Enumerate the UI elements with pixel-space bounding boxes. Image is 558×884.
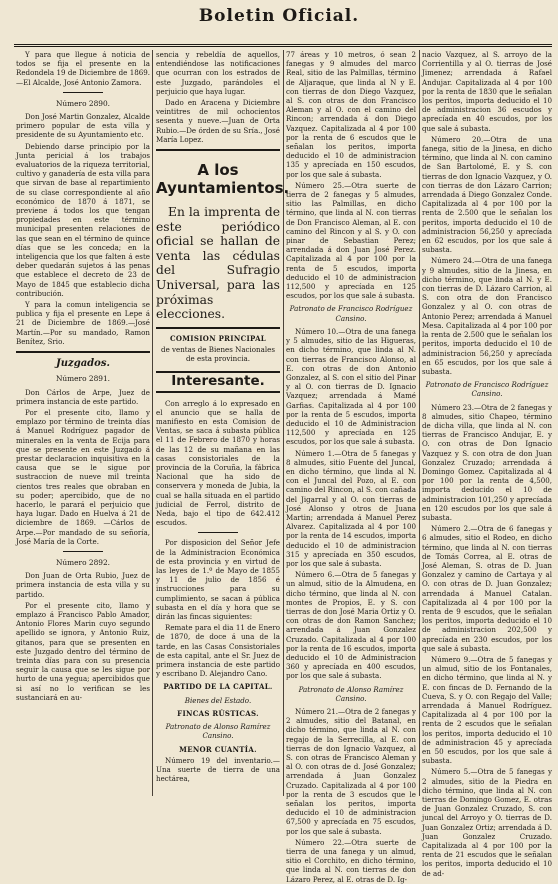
paragraph: Número 24.—Otra de una fanega y 9 almudes, sitio de la Jinesa, en dicho término, que linda al N. y E. con tierras de D. Lázaro Carrion, al S. con otra de don Francisco Gonzalez y al O. con otras de Antonio Perez; arrendada á Manuel Mesa. Capitalizada al 4 por 100 por la renta de 2.500 que le señalan los peritos, importa deducido el 10 de administracion 56,250 y aprecíada en 65 escudos, por los que sale á subasta.: [422, 256, 552, 376]
partido-heading: PARTIDO DE LA CAPITAL.: [163, 682, 273, 692]
paragraph: Número 20.—Otra de una fanega, sitio de la Jinesa, en dicho término, que linda al N. con camino de San Bartolomé, E. y S. con tierras de don Ignacio Vazquez, y O. con tierras de don Lázaro Carrion; arrendada á Diego Gonzalez Conde. Capitalizada al 4 por 100 por la renta de 2.500 que le señalan los peritos, importa deducido el 10 de administracion 56,250 y aprecíada en 62 escudos, por los que sale á subasta.: [422, 134, 552, 255]
fincas-heading: FINCAS RÚSTICAS.: [177, 708, 259, 718]
paragraph: Debiendo darse principio por la Junta pericial á los trabajos evaluatorios de la riqueza territorial, cultivo y ganadería de esta villa para que sirvan de base al repartimiento de su clase correspondiente al año económico de 1870 á 1871, se previene á todos los que tengan propiedades en este término municipal presenten relaciones de las que sean en el término de quince días que se les conceda; en la inteligencia que los que falten á este deber quedarán sujetos á las penas que establece el decreto de 23 de Mayo de 1845 que establecio dicha contribución.: [16, 141, 150, 298]
patronato-heading: Patronato de Francisco Rodríguez Cansino.: [289, 304, 413, 323]
column-2: [156, 50, 290, 796]
column-4: [422, 50, 552, 878]
patronato-heading: Patronato de Alonso Ramírez Cansino.: [298, 684, 404, 703]
menor-cuantia-heading: MENOR CUANTÍA.: [179, 744, 257, 754]
notice-number: Número 2890.: [55, 98, 111, 108]
paragraph: Número 21.—Otra de 2 fanegas y 2 almudes, sitio del Batanal, en dicho término, que linda al N. con regajo de la Serrecilla, al E. con tierras de don Ignacio Vazquez, al S. con otras de Francisco Aleman y al O. con otras de d. José Gonzalez; arrendada á Juan Gonzalez Cruzado. Capitalizada al 4 por 100 por la renta de 3 escudos que le señalan los peritos, importa deducido el 10 de administracion 67,500 y aprecíada en 75 escudos, por los que sale á subasta.: [286, 707, 416, 836]
paragraph: Número 5.—Otra de 5 fanegas y 2 almudes, sitio de la Piedra en dicho término, que linda al N. con tierras de Domingo Gomez, E. otras de Juan Gonzalez Cruzado, S. con juncal del Arroyo y O. tierras de D. Juan Gonzalez Ortiz; arrendada á D. Juan Gonzalez Cruzado. Capitalizada al 4 por 100 por la renta de 21 escudos que le señalan los peritos, importa deducido el 10 de ad-: [422, 767, 552, 878]
paragraph: Don José Martin Gonzalez, Alcalde primero popular de esta villa y presidente de su Ayuntamiento etc.: [16, 112, 150, 140]
paragraph: Y para que llegue á noticia de todos se fija el presente en la Redondela 19 de Diciembre de 1869. —El Alcalde, José Antonio Zamora.: [16, 50, 150, 87]
column-3: [286, 50, 416, 884]
paragraph: Don Juan de Orta Rubio, Juez de primera instancia de esta villa y su partido.: [16, 571, 150, 599]
paragraph: Y para la comun inteligencia se publica y fija el presente en Lepe á 21 de Diciembre de 1869.—José Martín.—Por su mandado, Ramon Benítez, Srio.: [16, 300, 150, 346]
paragraph: Número 19 del inventario.—Una suerte de tierra de una hectárea,: [156, 755, 280, 784]
patronato-heading: Patronato de Alonso Ramírez Cansino.: [165, 722, 271, 741]
separator: [198, 532, 238, 533]
separator: [63, 551, 103, 552]
announcement-text: En la imprenta de este periódico oficial se hallan de venta las cédulas del Sufragio Universal, para las próximas elecciones.: [156, 205, 280, 322]
paragraph: Número 1.—Otra de 5 fanegas y 8 almudes, sitio Fuente del Juncal, en dicho término, que linda al N. con el Juncal del Pozo, al E. con camino del Rincon, al S. con cañada del Jigarral y al O. con tierras de José Alonso y otros de Juana Martin; arrendada á Manuel Perez Alvarez. Capitalizada al 4 por 100 por la renta de 14 escudos, importa deducido el 10 de administracion 315 y aprecíada en 350 escudos, por los que sale á subasta.: [286, 448, 416, 568]
column-divider: [152, 50, 153, 796]
column-divider: [419, 50, 420, 796]
paragraph: Dado en Aracena y Diciembre veintitres de mil ochocientos sesenta y nueve.—Juan de Orta Rubio.—De órden de su Sría., José María Lopez.: [156, 98, 280, 144]
masthead: [0, 2, 558, 28]
paragraph: nacio Vazquez, al S. arroyo de la Corrientilla y al O. tierras de José Jimenez; arrendada á Rafael Andujar. Capitalizada al 4 por 100 por la renta de 1830 que le señalan los peritos, importa deducido el 10 de administracion 36 escudos y aprecíada en 40 escudos, por los que sale á subasta.: [422, 50, 552, 133]
paragraph: Por el presente cito, llamo y emplazo por término de treinta días á Manuel Rodríguez pagador de minerales en la venta de Ecija para que se presente en este Juzgado á prestar declaracion inquisitiva en la causa que se le sigue por sustraccion de nueve mil treinta cientos tres reales que obraban en su poder; apercibido, que de no hacerlo, le parará el perjuicio que haya lugar. Dado en Huelva á 21 de diciembre de 1869. —Cárlos de Arpe.—Por mandado de su señoría, José María de la Corte.: [16, 407, 150, 546]
paragraph: Número 10.—Otra de una fanega y 5 almudes, sitio de las Higueras, en dicho término, que linda al N. con tierras de Francisco Alonso, al E. con otras de don Antonio Gonzalez, al S. con el sitio del Pinar y al O. con tierras de D. Ignacio Vazquez; arrendada á Mamé Garfias. Capitalizada al 4 por 100 por la renta de 5 escudos, importa deducido el 10 de Administracion 112,500 y aprecíada en 125 escudos, por los que sale á subasta.: [286, 326, 416, 447]
bienes-heading: Bienes del Estado.: [184, 695, 252, 705]
header-rule: [14, 44, 552, 47]
paragraph: Número 2.—Otra de 6 fanegas y 6 almudes, sitio el Rodeo, en dicho término, que linda al N. con tierras de Tomás Correa, al E. otras de José Aleman, S. otras de D. Juan Gonzalez y camino de Cartaya y al O. con otras de D. Juan Gonzalez; arrendada á Manuel Catalan. Capitalizada al 4 por 100 por la renta de 9 escudos, que le señalan los peritos, importa deducido el 10 de administracion 202,500 y aprecíada en 230 escudos, por los que sale á subasta.: [422, 524, 552, 653]
section-rule: [16, 351, 150, 353]
interesante-heading: Interesante.: [156, 371, 280, 392]
section-heading: Juzgados.: [56, 358, 110, 370]
notice-number: Número 2892.: [55, 557, 111, 567]
paragraph: Número 6.—Otra de 5 fanegas y un almud, sitio de la Almudena, en dicho término, que linda al N. con montes de Propios, E. y S. con tierras de don José Maria Ortiz y O. con otras de don Ramon Sanchez; arrendada á Juan Gonzalez Cruzado. Capitalizada al 4 por 100 por la renta de 16 escudos, importa deducido el 10 de Administracion 360 y aprecíada en 400 escudos, por los que sale á subasta.: [286, 570, 416, 681]
paragraph: Remate para el dia 11 de Enero de 1870, de doce á una de la tarde, en las Casas Consistoriales de esta capital, ante el Sr. Juez de primera instancia de este partido y escribano D. Alejandro Cano.: [156, 623, 280, 679]
separator: [63, 92, 103, 93]
paragraph: Número 22.—Otra suerte de tierra de una fanega y un almud, sitio el Corchito, en dicho término, que linda al N. con tierras de don Lázaro Perez, al E. otras de D. Ig-: [286, 837, 416, 884]
section-rule: [156, 149, 280, 151]
paragraph: Por disposicion del Señor Jefe de la Administracion Económica de esta provincia y en virtud de las leyes de 1.º de Mayo de 1855 y 11 de julio de 1856 é instrucciones para su cumplimiento, se sacan á pública subasta en el día y hora que se dirán las fincas siguientes:: [156, 538, 280, 622]
paragraph: sencia y rebeldía de aquellos, entendiéndose las notificaciones que ocurran con los estrados de este Juzgado, parándoles el perjuicio que haya lugar.: [156, 50, 280, 96]
paragraph: Número 9.—Otra de 5 fanegas y un almud, sitio de los Fontanales, en dicho término, que linda al N. y E. con fincas de D. Fernando de la Cueva, S. y O. con Regajo del Valle; arrendada á Manuel Rodríguez. Capitalizada al 4 por 100 por la renta de 2 escudos que le señalan los peritos, importa deducido el 10 de administracion 45 y aprecíada en 50 escudos, por los que sale á subasta.: [422, 655, 552, 766]
patronato-heading: Patronato de Francisco Rodríguez Cansino.: [425, 380, 549, 399]
paragraph: 77 áreas y 10 metros, ó sean 2 fanegas y 9 almudes del marco Real, sitio de las Palmillas, término de Aljaraque, que linda al N y E. con tierras de don Diego Vazquez, al S. con otras de don Francisco Aleman y al O. con el camino del Rincon; arrendada á don Diego Vazquez. Capitalizada al 4 por 100 por la renta de 6 escudos que le señalan los peritos, importa deducido el 10 de administracion 135 y aprecíada en 150 escudos, por los que sale á subasta.: [286, 50, 416, 179]
paragraph: Número 23.—Otra de 2 fanegas y 8 almudes, sitio Chapeo, término de dicha villa, que linda al N. con tierras de Francisco Andujar, E. y O. con otras de Don Ignacio Vazquez y S. con otra de don Juan Gonzalez Cruzado; arrendada á Domingo Gomez. Capitalizada al 4 por 100 por la renta de 4,500, importa deducido el 10 de administracion 101,250 y aprecíada en 120 escudos por los que sale á subasta.: [422, 402, 552, 522]
commission-title: COMISION PRINCIPAL: [169, 333, 267, 343]
paragraph: Número 25.—Otra suerte de tierra de 2 fanegas y 5 almudes, sitio las Palmillas, en dicho término, que linda al N. con tierras de Don Francisco Aleman, al E. con camino del Rincon y al S. y O. con pinar de Sebastian Perez; arrendada á don Juan José Perez. Capitalizada al 4 por 100 por la renta de 5 escudos, importa deducido el 10 de administracion 112,500 y aprecíada en 125 escudos, por los que sale á subasta.: [286, 180, 416, 301]
paragraph: Con arreglo á lo expresado en el anuncio que se halla de manifiesto en esta Comision de Ventas, se saca á subasta pública el 11 de Febrero de 1870 y horas de las 12 de su mañana en las casas consistoriales de la provincia de la Coruña, la fábrica Nacional que ha sido de conservera y moneda de Jubia, la cual se halla situada en el partido judicial de Ferrol, distrito de Neda, bajo el tipo de 642.412 escudos.: [156, 398, 280, 528]
section-rule: [156, 327, 280, 329]
paragraph: Don Cárlos de Arpe, Juez de primera instancia de este partido.: [16, 387, 150, 406]
notice-number: Número 2891.: [55, 374, 111, 384]
column-1: [16, 50, 150, 796]
masthead-title: Boletin Oficial.: [198, 6, 360, 26]
commission-subtitle: de ventas de Bienes Nacionales de esta provincia.: [161, 344, 275, 364]
announcement-heading: A los Ayuntamientos.: [156, 161, 290, 198]
paragraph: Por el presente cito, llamo y emplazo á Francisco Pablo Amador, Antonio Flores Marin cuyo segundo apellido se ignora, y Antonio Ruiz, gitanos, para que se presenten en este Juzgado dentro del término de treinta días para con su presencia seguir la causa que se les sigue por hurto de una yegua; apercibidos que si así no lo verifican se les sustanciará en au-: [16, 600, 150, 702]
column-divider: [283, 50, 284, 796]
